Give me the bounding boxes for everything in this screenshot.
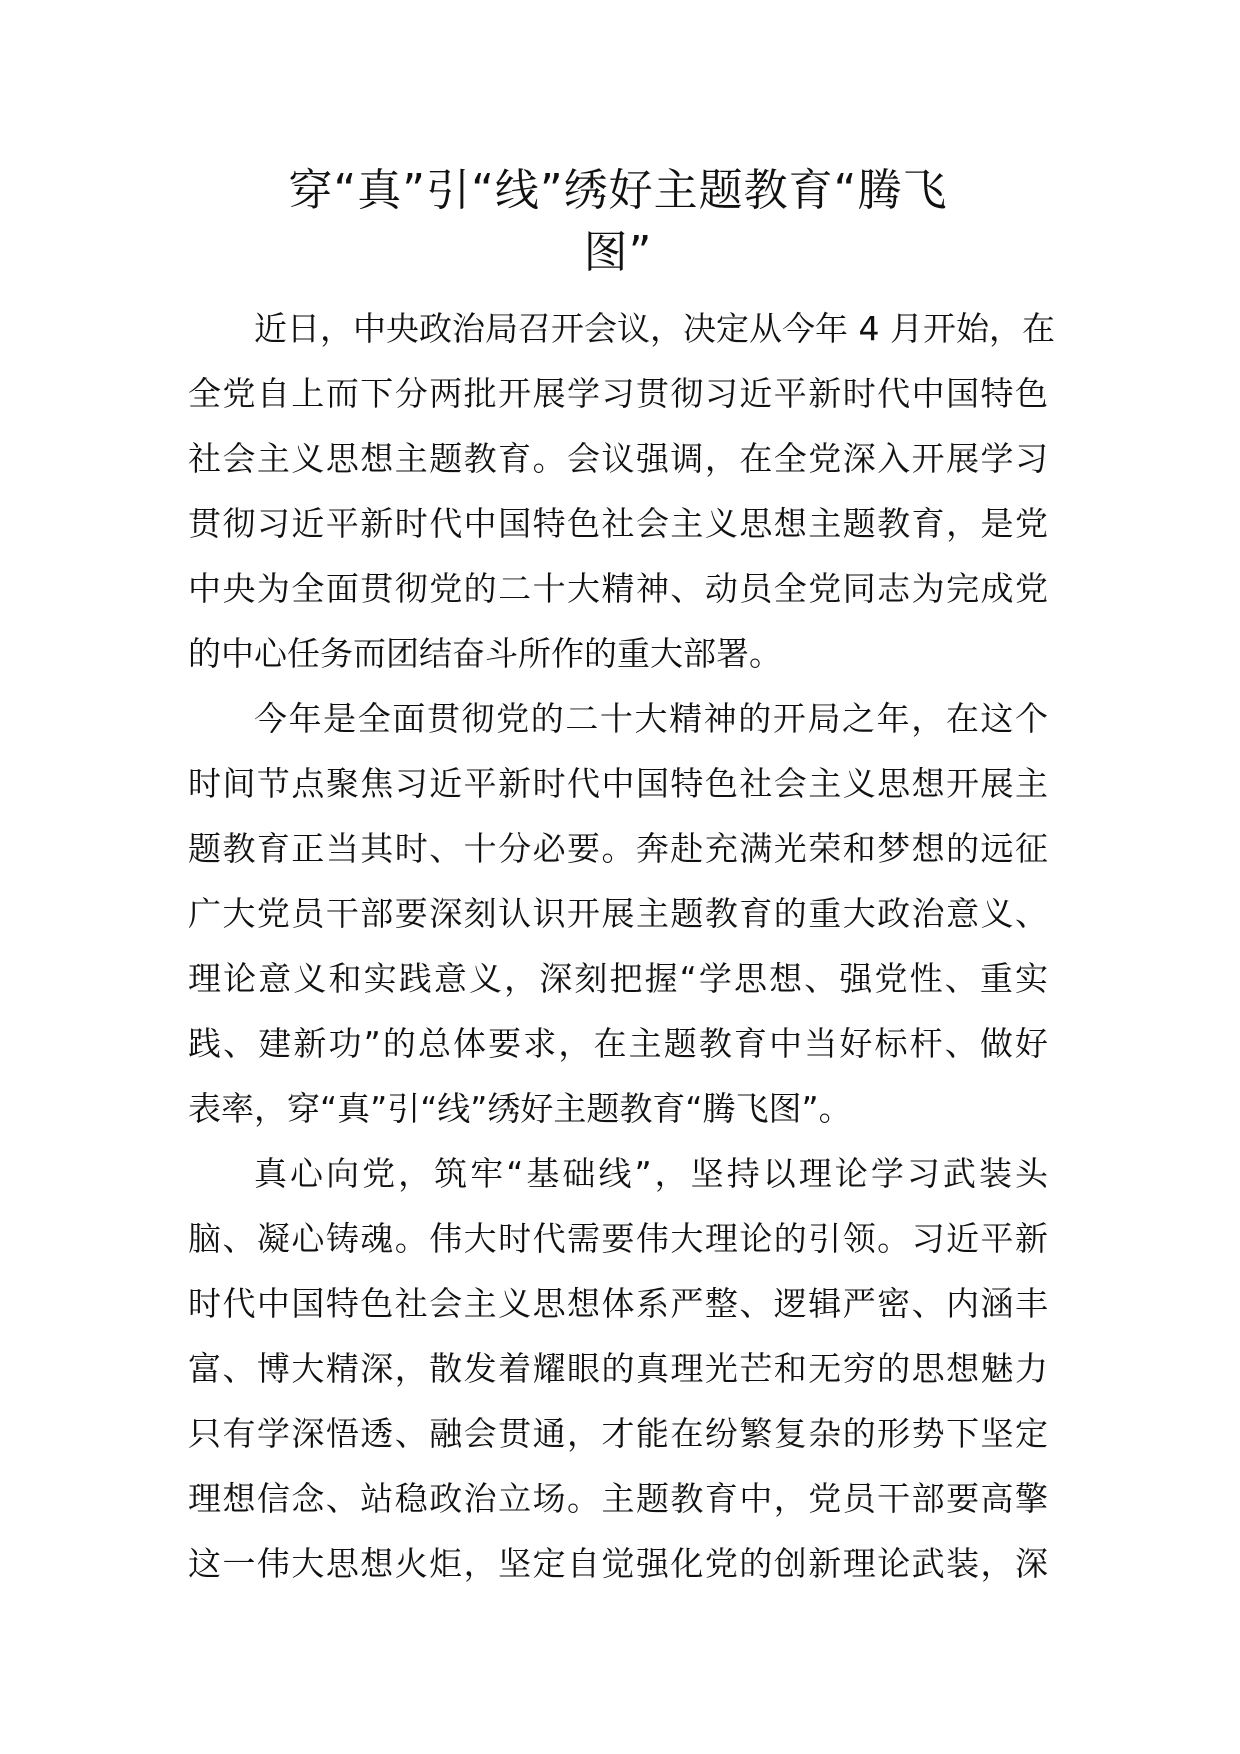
text-line: 表率，穿“真”引“线”绣好主题教育“腾飞图”。 (188, 1089, 852, 1128)
text-line: 践、建新功”的总体要求，在主题教育中当好标杆、做好 (188, 1024, 1048, 1063)
title-line: 图” (583, 227, 653, 278)
text-line: 真心向党，筑牢“基础线”，坚持以理论学习武装头 (254, 1154, 1048, 1193)
document-title (188, 160, 1048, 284)
text-line: 富、博大精深，散发着耀眼的真理光芒和无穷的思想魅力 (188, 1349, 1048, 1388)
text-line: 社会主义思想主题教育。会议强调，在全党深入开展学习 (188, 439, 1048, 478)
text-line: 贯彻习近平新时代中国特色社会主义思想主题教育，是党 (188, 504, 1048, 543)
text-line: 时代中国特色社会主义思想体系严整、逻辑严密、内涵丰 (188, 1284, 1048, 1323)
paragraph (188, 296, 1055, 686)
text-line: 全党自上而下分两批开展学习贯彻习近平新时代中国特色 (188, 374, 1048, 413)
text-line: 理想信念、站稳政治立场。主题教育中，党员干部要高擎 (188, 1479, 1048, 1518)
document-body (188, 296, 1055, 1596)
text-line: 近日，中央政治局召开会议，决定从今年 4 月开始，在 (254, 309, 1055, 348)
text-line: 时间节点聚焦习近平新时代中国特色社会主义思想开展主 (188, 764, 1048, 803)
title-line: 穿“真”引“线”绣好主题教育“腾飞 (288, 165, 948, 216)
paragraph (188, 1141, 1048, 1596)
text-line: 这一伟大思想火炬，坚定自觉强化党的创新理论武装，深 (188, 1544, 1048, 1583)
text-line: 脑、凝心铸魂。伟大时代需要伟大理论的引领。习近平新 (188, 1219, 1048, 1258)
text-line: 只有学深悟透、融会贯通，才能在纷繁复杂的形势下坚定 (188, 1414, 1048, 1453)
text-line: 中央为全面贯彻党的二十大精神、动员全党同志为完成党 (188, 569, 1048, 608)
paragraph (188, 686, 1048, 1141)
text-line: 理论意义和实践意义，深刻把握“学思想、强党性、重实 (188, 959, 1048, 998)
text-line: 的中心任务而团结奋斗所作的重大部署。 (188, 634, 782, 673)
text-line: 广大党员干部要深刻认识开展主题教育的重大政治意义、 (188, 894, 1048, 933)
text-line: 今年是全面贯彻党的二十大精神的开局之年，在这个 (254, 699, 1048, 738)
text-line: 题教育正当其时、十分必要。奔赴充满光荣和梦想的远征 (188, 829, 1048, 868)
